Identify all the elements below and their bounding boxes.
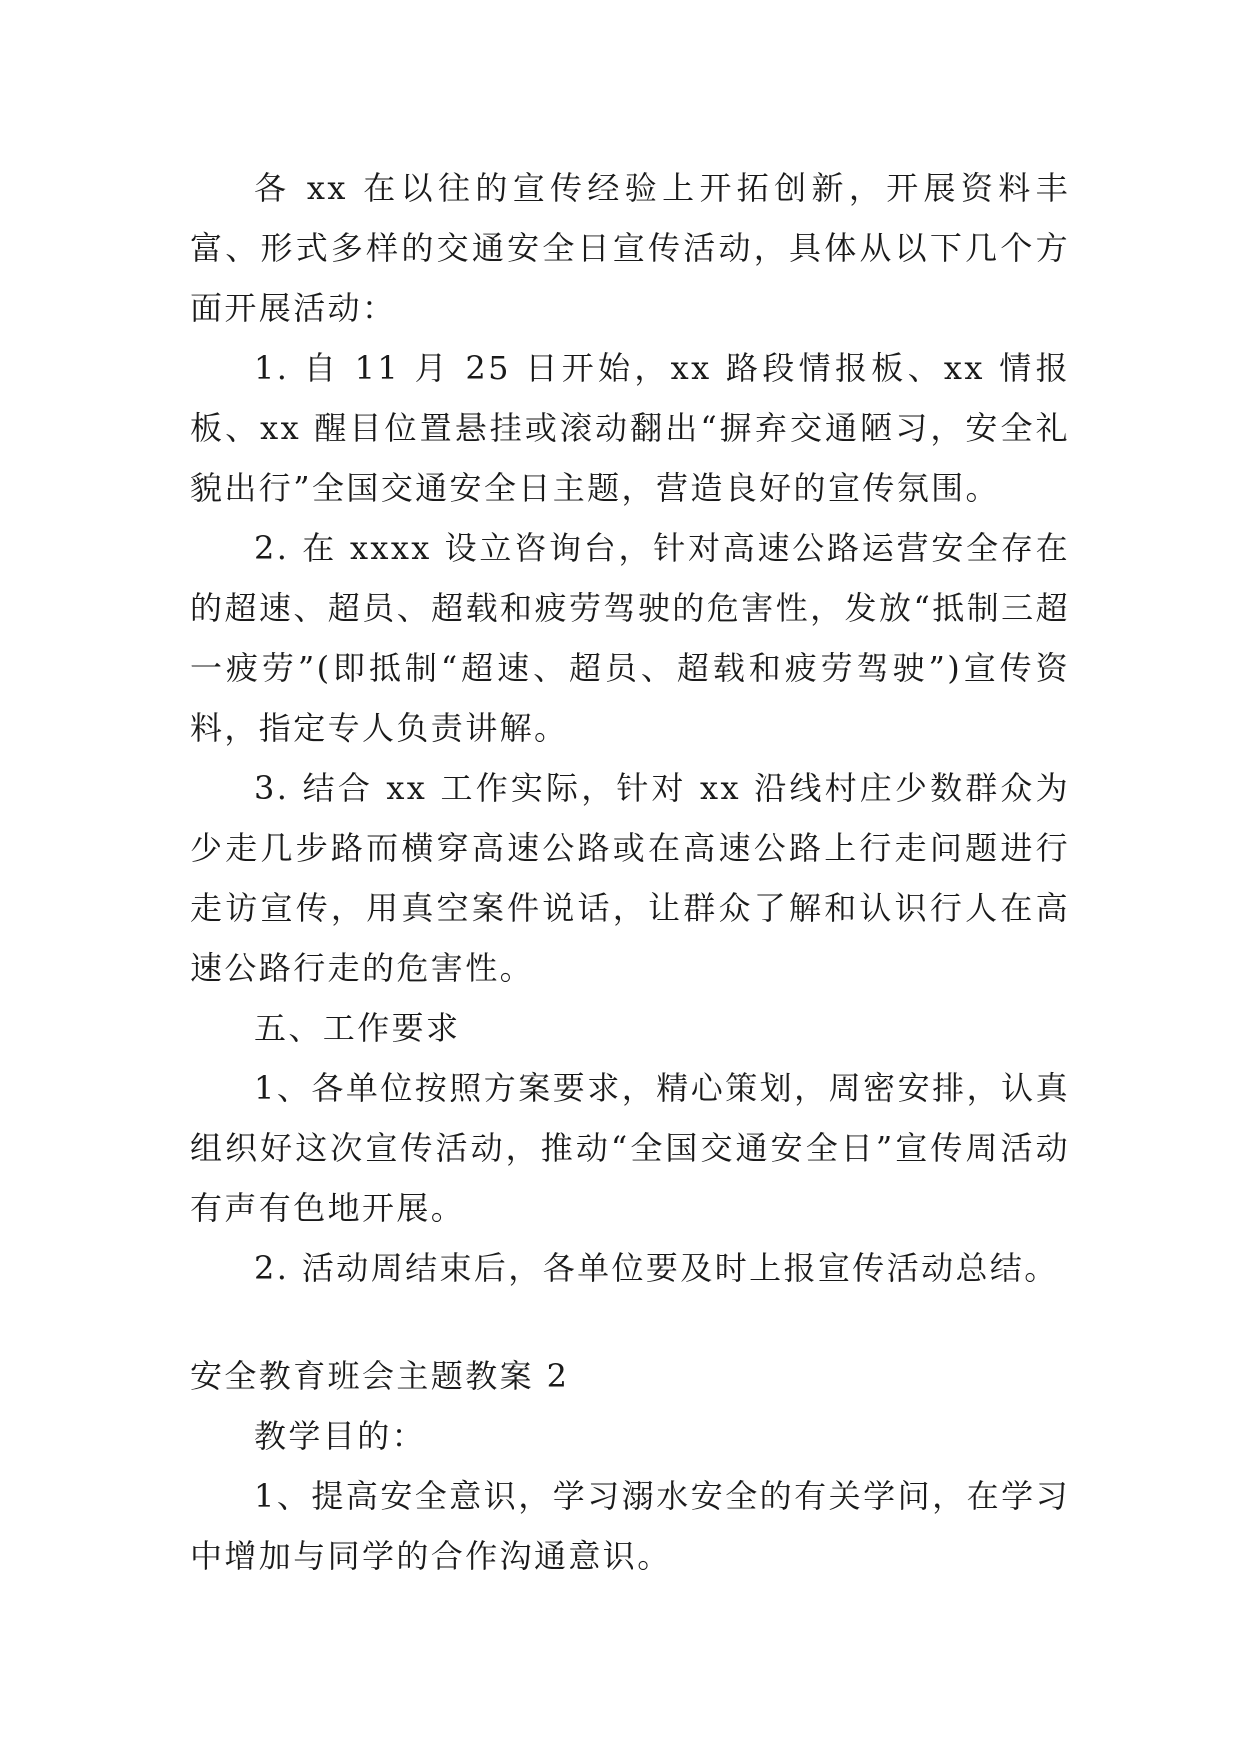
paragraph-intro: 各 xx 在以往的宣传经验上开拓创新，开展资料丰富、形式多样的交通安全日宣传活动，具体从以下几个方面开展活动：: [190, 169, 1070, 327]
document-body: [190, 158, 1070, 1586]
paragraph-item-1: 1. 自 11 月 25 日开始，xx 路段情报板、xx 情报板、xx 醒目位置悬挂或滚动翻出“摒弃交通陋习，安全礼貌出行”全国交通安全日主题，营造良好的宣传氛围。: [190, 349, 1070, 507]
paragraph-teaching-goal-1: 1、提高安全意识，学习溺水安全的有关学问，在学习中增加与同学的合作沟通意识。: [190, 1477, 1070, 1575]
paragraph-requirement-2: 2. 活动周结束后，各单位要及时上报宣传活动总结。: [254, 1249, 1059, 1287]
paragraph-teaching-goal-label: 教学目的：: [254, 1417, 427, 1455]
section-title: 安全教育班会主题教案 2: [190, 1357, 570, 1395]
paragraph-item-3: 3. 结合 xx 工作实际，针对 xx 沿线村庄少数群众为少走几步路而横穿高速公路或在高速公路上行走问题进行走访宣传，用真空案件说话，让群众了解和认识行人在高速公路行走的危害性。: [190, 769, 1070, 987]
heading-work-requirements: 五、工作要求: [254, 1009, 461, 1047]
paragraph-item-2: 2. 在 xxxx 设立咨询台，针对高速公路运营安全存在的超速、超员、超载和疲劳驾驶的危害性，发放“抵制三超一疲劳”(即抵制“超速、超员、超载和疲劳驾驶”)宣传资料，指定专人负责讲解。: [190, 529, 1070, 747]
section-spacer: [190, 1298, 1070, 1346]
paragraph-requirement-1: 1、各单位按照方案要求，精心策划，周密安排，认真组织好这次宣传活动，推动“全国交通安全日”宣传周活动有声有色地开展。: [190, 1069, 1070, 1227]
